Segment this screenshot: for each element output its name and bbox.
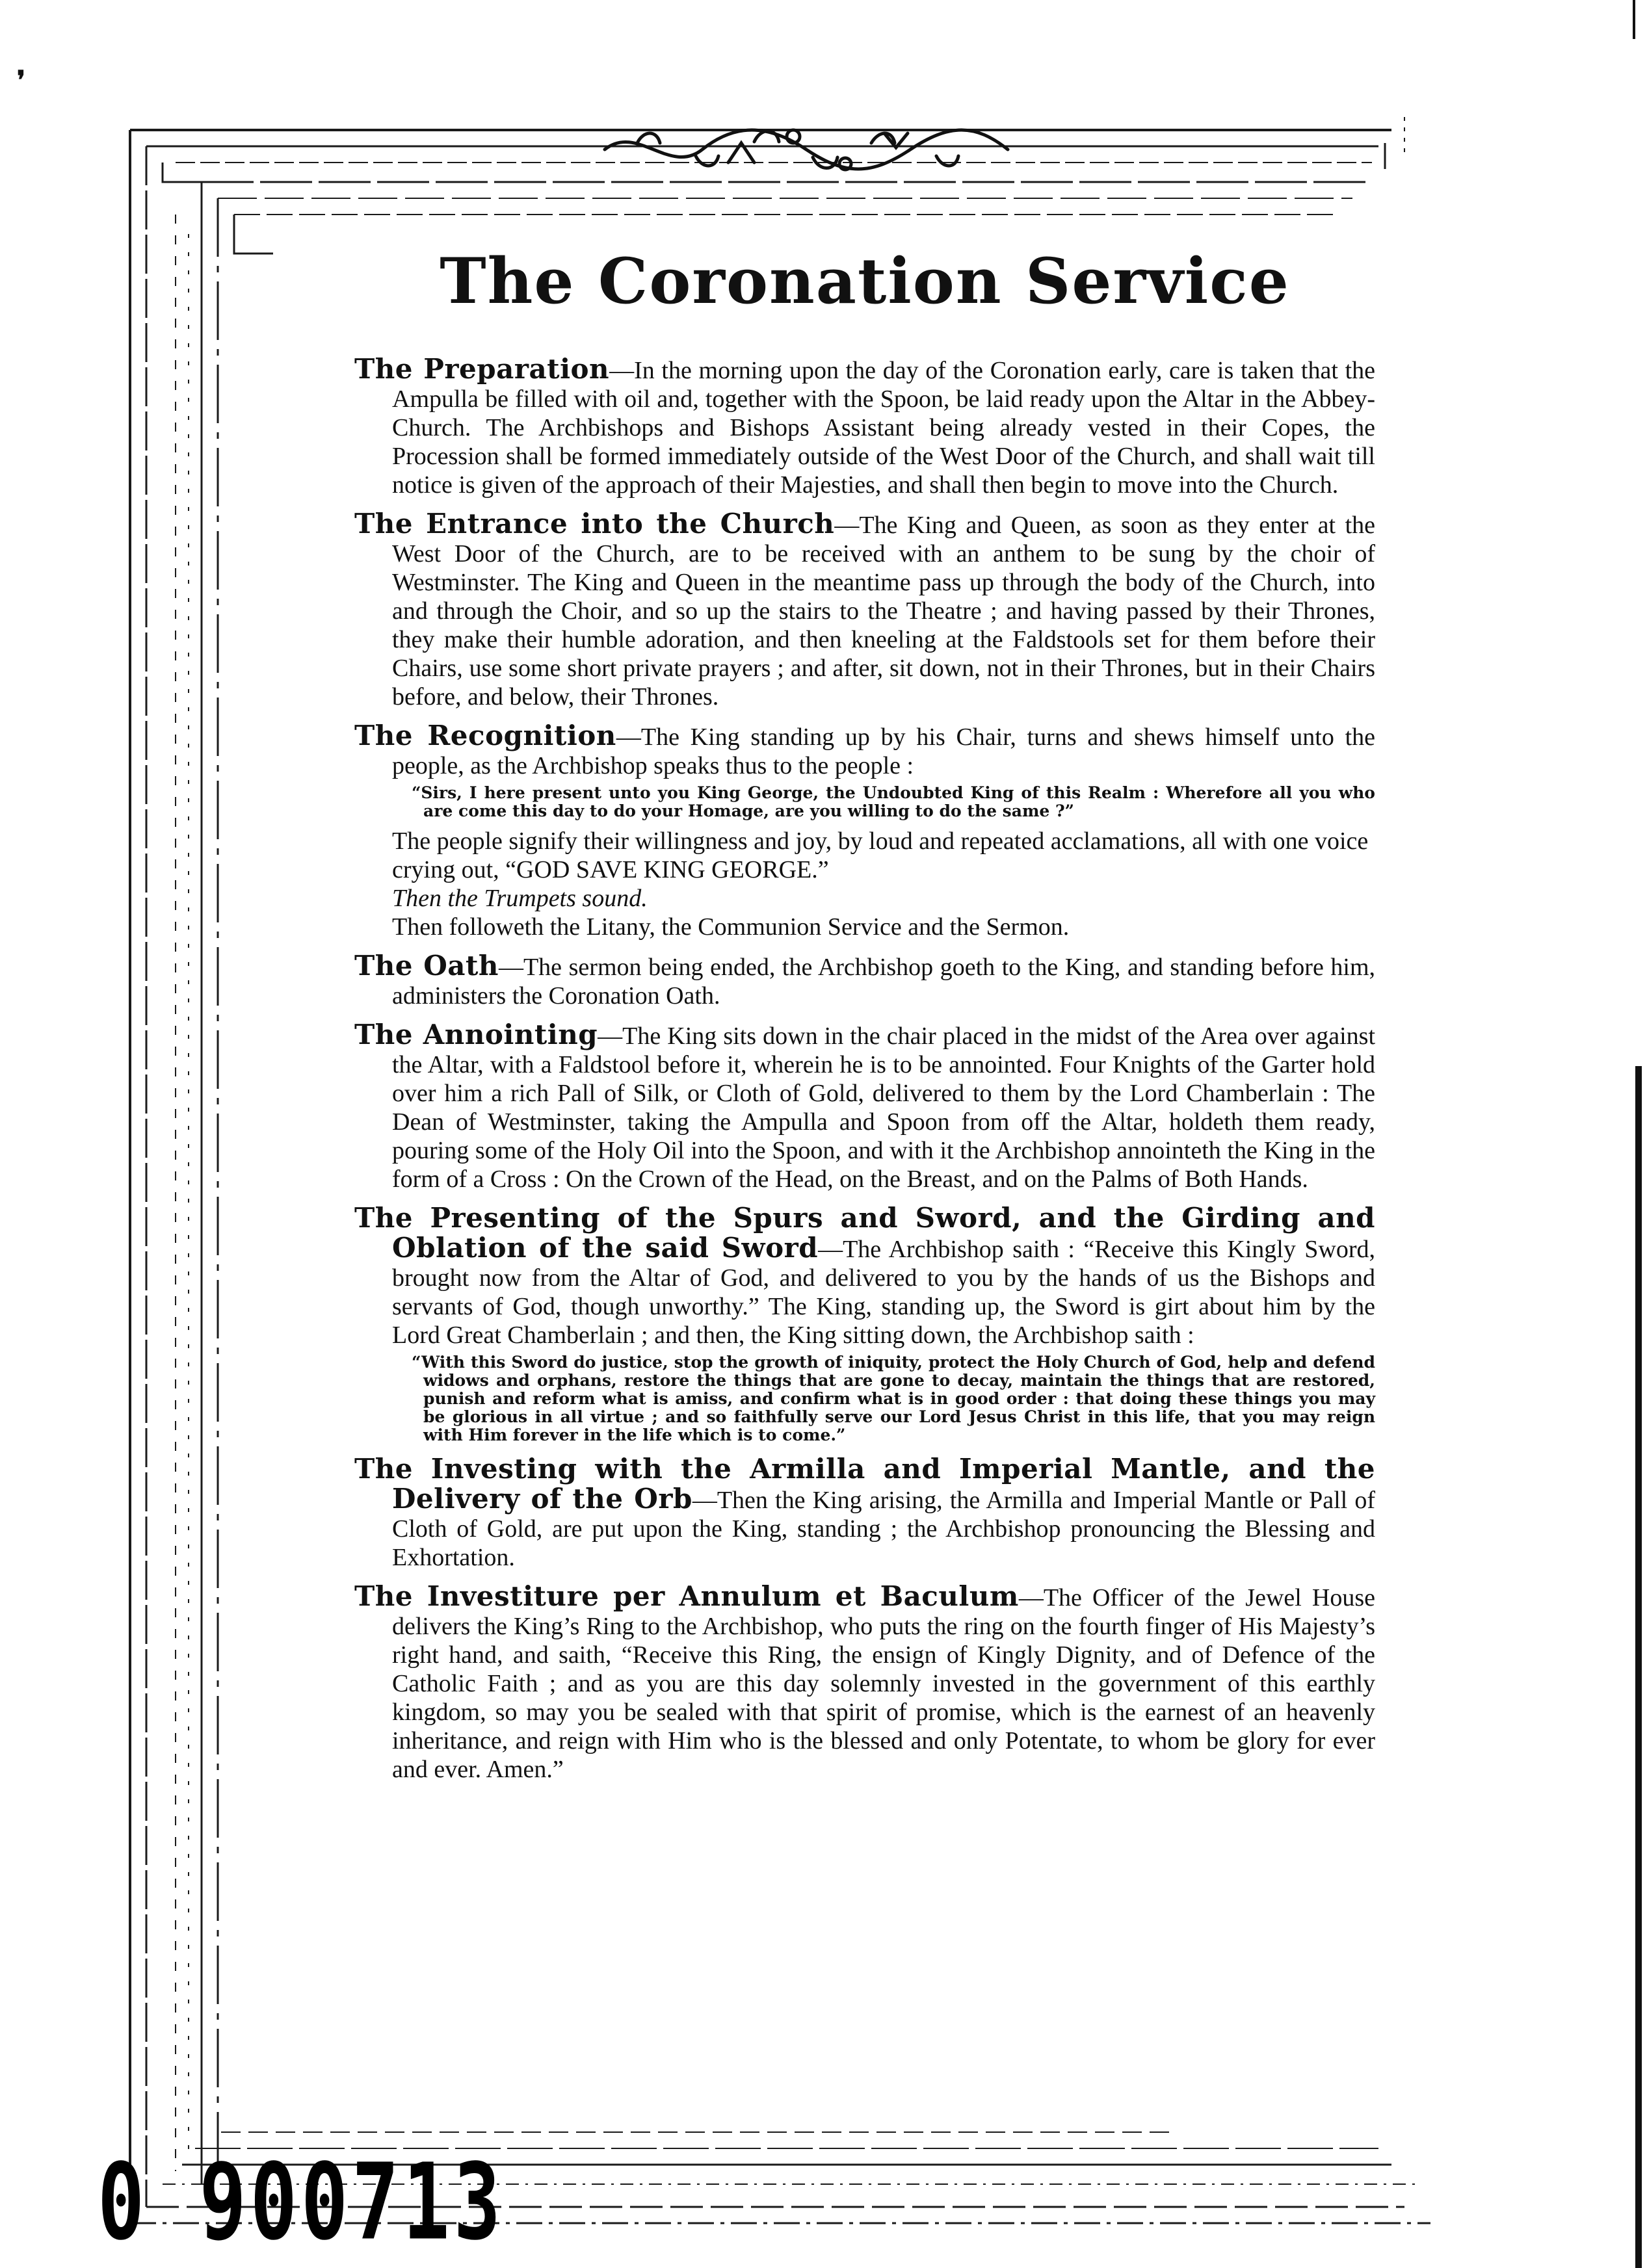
section-preparation	[354, 352, 1375, 499]
section-entrance	[354, 507, 1375, 711]
section-recognition	[354, 719, 1375, 941]
page-title: The Coronation Service	[440, 244, 1290, 318]
vine-scroll-ornament	[598, 117, 1014, 182]
section-heading: The Investiture per Annulum et Baculum	[354, 1580, 1019, 1612]
section-oath	[354, 949, 1376, 1010]
section-text: —Then the King arising, the Armilla and Imperial Mantle or Pall of Cloth of Gold, are put upon the King, standing ; the Archbishop pronouncing the Blessing and Exhortation.	[392, 1486, 1375, 1571]
margin-tick-mark: ❜	[17, 66, 25, 95]
block-quote: “With this Sword do justice, stop the growth of iniquity, protect the Holy Church of God, help and defend widows and orphans, restore the things that are gone to decay, maintain the things that are restored, punish and reform what is amiss, and confirm what is in good order : that doing these things you may be glorious in all virtue ; and so faithfully serve our Lord Jesus Christ in this life, that you may reign with Him forever in the life which is to come.”	[412, 1352, 1375, 1444]
section-text: —The Archbishop saith : “Receive this Kingly Sword, brought now from the Altar of God, and delivered to you by the hands of us the Bishops and servants of God, though unworthy.” The King, standing up, the Sword is girt about him by the Lord Great Chamberlain ; and then, the King sitting down, the Archbishop saith :	[392, 1235, 1375, 1349]
section-text: —In the morning upon the day of the Coronation early, care is taken that the Ampulla be filled with oil and, together with the Spoon, be laid ready upon the Altar in the Abbey-Church. The Archbishops and Bishops Assistant being already vested in their Copes, the Procession shall be formed immediately outside of the West Door of the Church, and shall wait till notice is given of the approach of their Majesties, and shall then begin to move into the Church.	[392, 356, 1375, 499]
section-annointing	[354, 1018, 1376, 1193]
document-body	[354, 244, 1376, 1794]
section-investing	[354, 1452, 1375, 1572]
section-text: —The sermon being ended, the Archbishop goeth to the King, and standing before him, administers the Coronation Oath.	[392, 953, 1376, 1010]
section-heading: The Entrance into the Church	[354, 507, 835, 540]
serial-number: 0 900713	[98, 2142, 505, 2264]
stage-direction: Then the Trumpets sound.	[392, 884, 648, 912]
block-quote: “Sirs, I here present unto you King George, the Undoubted King of this Realm : Wherefore all you who are come this day to do your Homage, are you willing to do the same ?”	[412, 783, 1375, 820]
section-heading: The Oath	[354, 949, 499, 982]
section-heading: The Recognition	[354, 719, 616, 751]
section-continuation: Then followeth the Litany, the Communion Service and the Sermon.	[392, 913, 1070, 941]
section-text: —The King standing up by his Chair, turns and shews himself unto the people, as the Archbishop speaks thus to the people :	[392, 723, 1375, 779]
section-heading: The Investing with the Armilla and Imperial Mantle, and the Delivery of the Orb	[354, 1452, 1375, 1515]
section-heading: The Preparation	[354, 352, 610, 385]
section-heading: The Annointing	[354, 1018, 598, 1050]
section-text: —The King and Queen, as soon as they enter at the West Door of the Church, are to be received with an anthem to be sung by the choir of Westminster. The King and Queen in the meantime pass up through the body of the Church, into and through the Choir, and so up the stairs to the Theatre ; and having passed by their Thrones, they make their humble adoration, and then kneeling at the Faldstools set for them before their Chairs, use some short private prayers ; and after, sit down, not in their Thrones, but in their Chairs before, and below, their Thrones.	[392, 511, 1375, 710]
section-text: —The King sits down in the chair placed in the midst of the Area over against the Altar, with a Faldstool before it, wherein he is to be annointed. Four Knights of the Garter hold over him a rich Pall of Silk, or Cloth of Gold, delivered to them by the Lord Chamberlain : The Dean of Westminster, taking the Ampulla and Spoon from off the Altar, holdeth them ready, pouring some of the Holy Oil into the Spoon, and with it the Archbishop annointeth the King in the form of a Cross : On the Crown of the Head, on the Breast, and on the Palms of Both Hands.	[392, 1022, 1376, 1193]
section-heading: The Presenting of the Spurs and Sword, and the Girding and Oblation of the said Sword	[354, 1201, 1375, 1264]
section-investiture	[354, 1582, 1375, 1784]
section-text: —The Officer of the Jewel House delivers the King’s Ring to the Archbishop, who puts the ring on the fourth finger of His Majesty’s right hand, and saith, “Receive this Ring, the ensign of Kingly Dignity, and of Defence of the Catholic Faith ; and as you are this day solemnly invested in the government of this earthly kingdom, so may you be sealed with that spirit of promise, which is the earnest of an heavenly inheritance, and reign with Him who is the blessed and only Potentate, to whom be glory for ever and ever. Amen.”	[392, 1584, 1375, 1783]
section-continuation: The people signify their willingness and joy, by loud and repeated acclamations, all with one voice crying out, “GOD SAVE KING GEORGE.”	[392, 827, 1369, 883]
section-spurs-and-sword	[354, 1201, 1375, 1444]
